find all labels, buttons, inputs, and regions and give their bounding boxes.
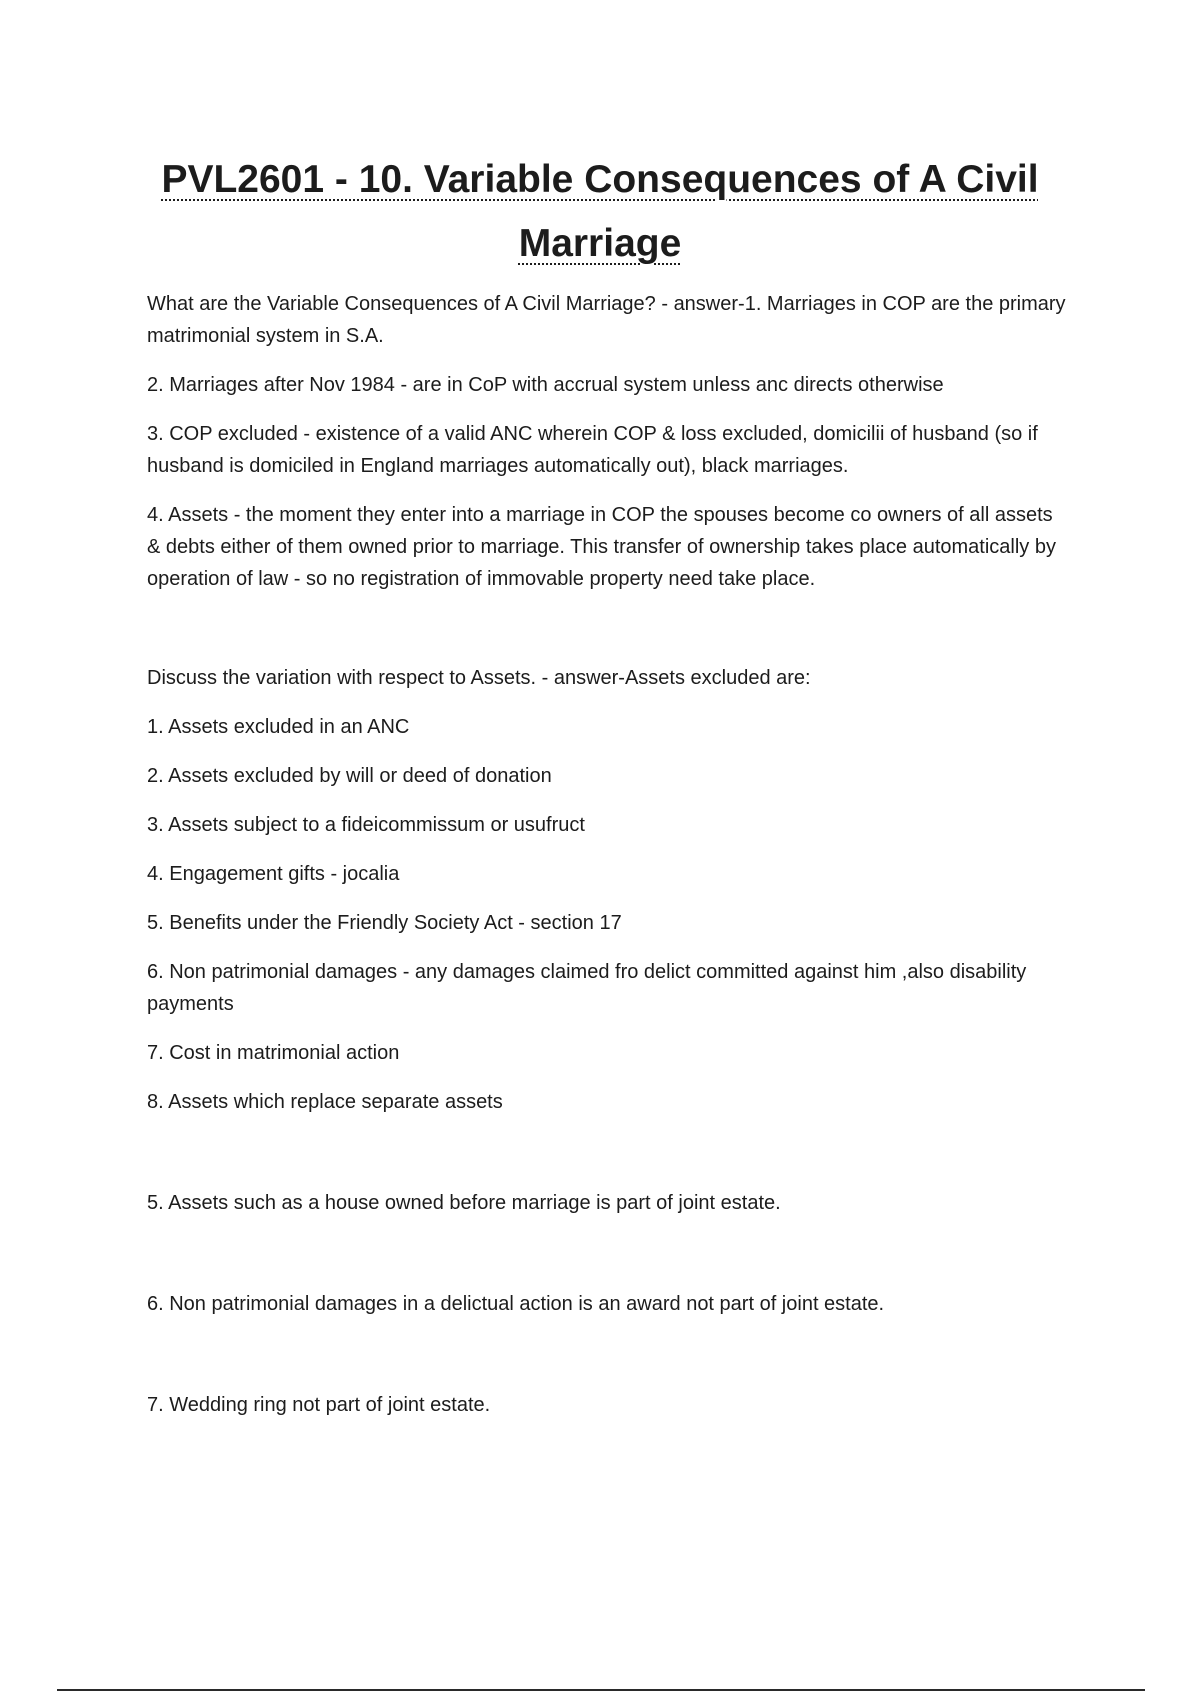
section1-point: 3. COP excluded - existence of a valid ANC wherein COP & loss excluded, domicilii of husband (so if husband is domiciled in England marriages automatically out), black marriages. bbox=[147, 423, 1038, 477]
section2-item: 3. Assets subject to a fideicommissum or usufruct bbox=[147, 814, 585, 836]
section2-item: 5. Benefits under the Friendly Society Act - section 17 bbox=[147, 912, 622, 934]
section2-item: 2. Assets excluded by will or deed of donation bbox=[147, 765, 552, 787]
document-title bbox=[150, 148, 1050, 276]
document-body bbox=[147, 288, 1067, 1438]
spacer bbox=[147, 612, 1067, 662]
section1-point: 2. Marriages after Nov 1984 - are in CoP with accrual system unless anc directs otherwise bbox=[147, 374, 944, 396]
document-title-text: PVL2601 - 10. Variable Consequences of A Civil Marriage bbox=[161, 158, 1039, 265]
section2-extra: 5. Assets such as a house owned before marriage is part of joint estate. bbox=[147, 1192, 781, 1214]
section2-item: 1. Assets excluded in an ANC bbox=[147, 716, 410, 738]
section1-question: What are the Variable Consequences of A Civil Marriage? - answer-1. Marriages in COP are the primary matrimonial system in S.A. bbox=[147, 293, 1066, 347]
spacer bbox=[147, 1135, 1067, 1187]
section2-question: Discuss the variation with respect to Assets. - answer-Assets excluded are: bbox=[147, 667, 811, 689]
section1-point: 4. Assets - the moment they enter into a marriage in COP the spouses become co owners of all assets & debts either of them owned prior to marriage. This transfer of ownership takes place automatically by operation of law - so no registration of immovable property need take place. bbox=[147, 504, 1056, 590]
spacer bbox=[147, 1236, 1067, 1288]
page-bottom-rule bbox=[57, 1689, 1145, 1691]
section2-item: 6. Non patrimonial damages - any damages claimed fro delict committed against him ,also disability payments bbox=[147, 961, 1027, 1015]
section2-item: 4. Engagement gifts - jocalia bbox=[147, 863, 400, 885]
section2-extra: 6. Non patrimonial damages in a delictual action is an award not part of joint estate. bbox=[147, 1293, 885, 1315]
spacer bbox=[147, 1337, 1067, 1389]
section2-item: 8. Assets which replace separate assets bbox=[147, 1091, 503, 1113]
section2-extra: 7. Wedding ring not part of joint estate. bbox=[147, 1394, 491, 1416]
section2-item: 7. Cost in matrimonial action bbox=[147, 1042, 400, 1064]
